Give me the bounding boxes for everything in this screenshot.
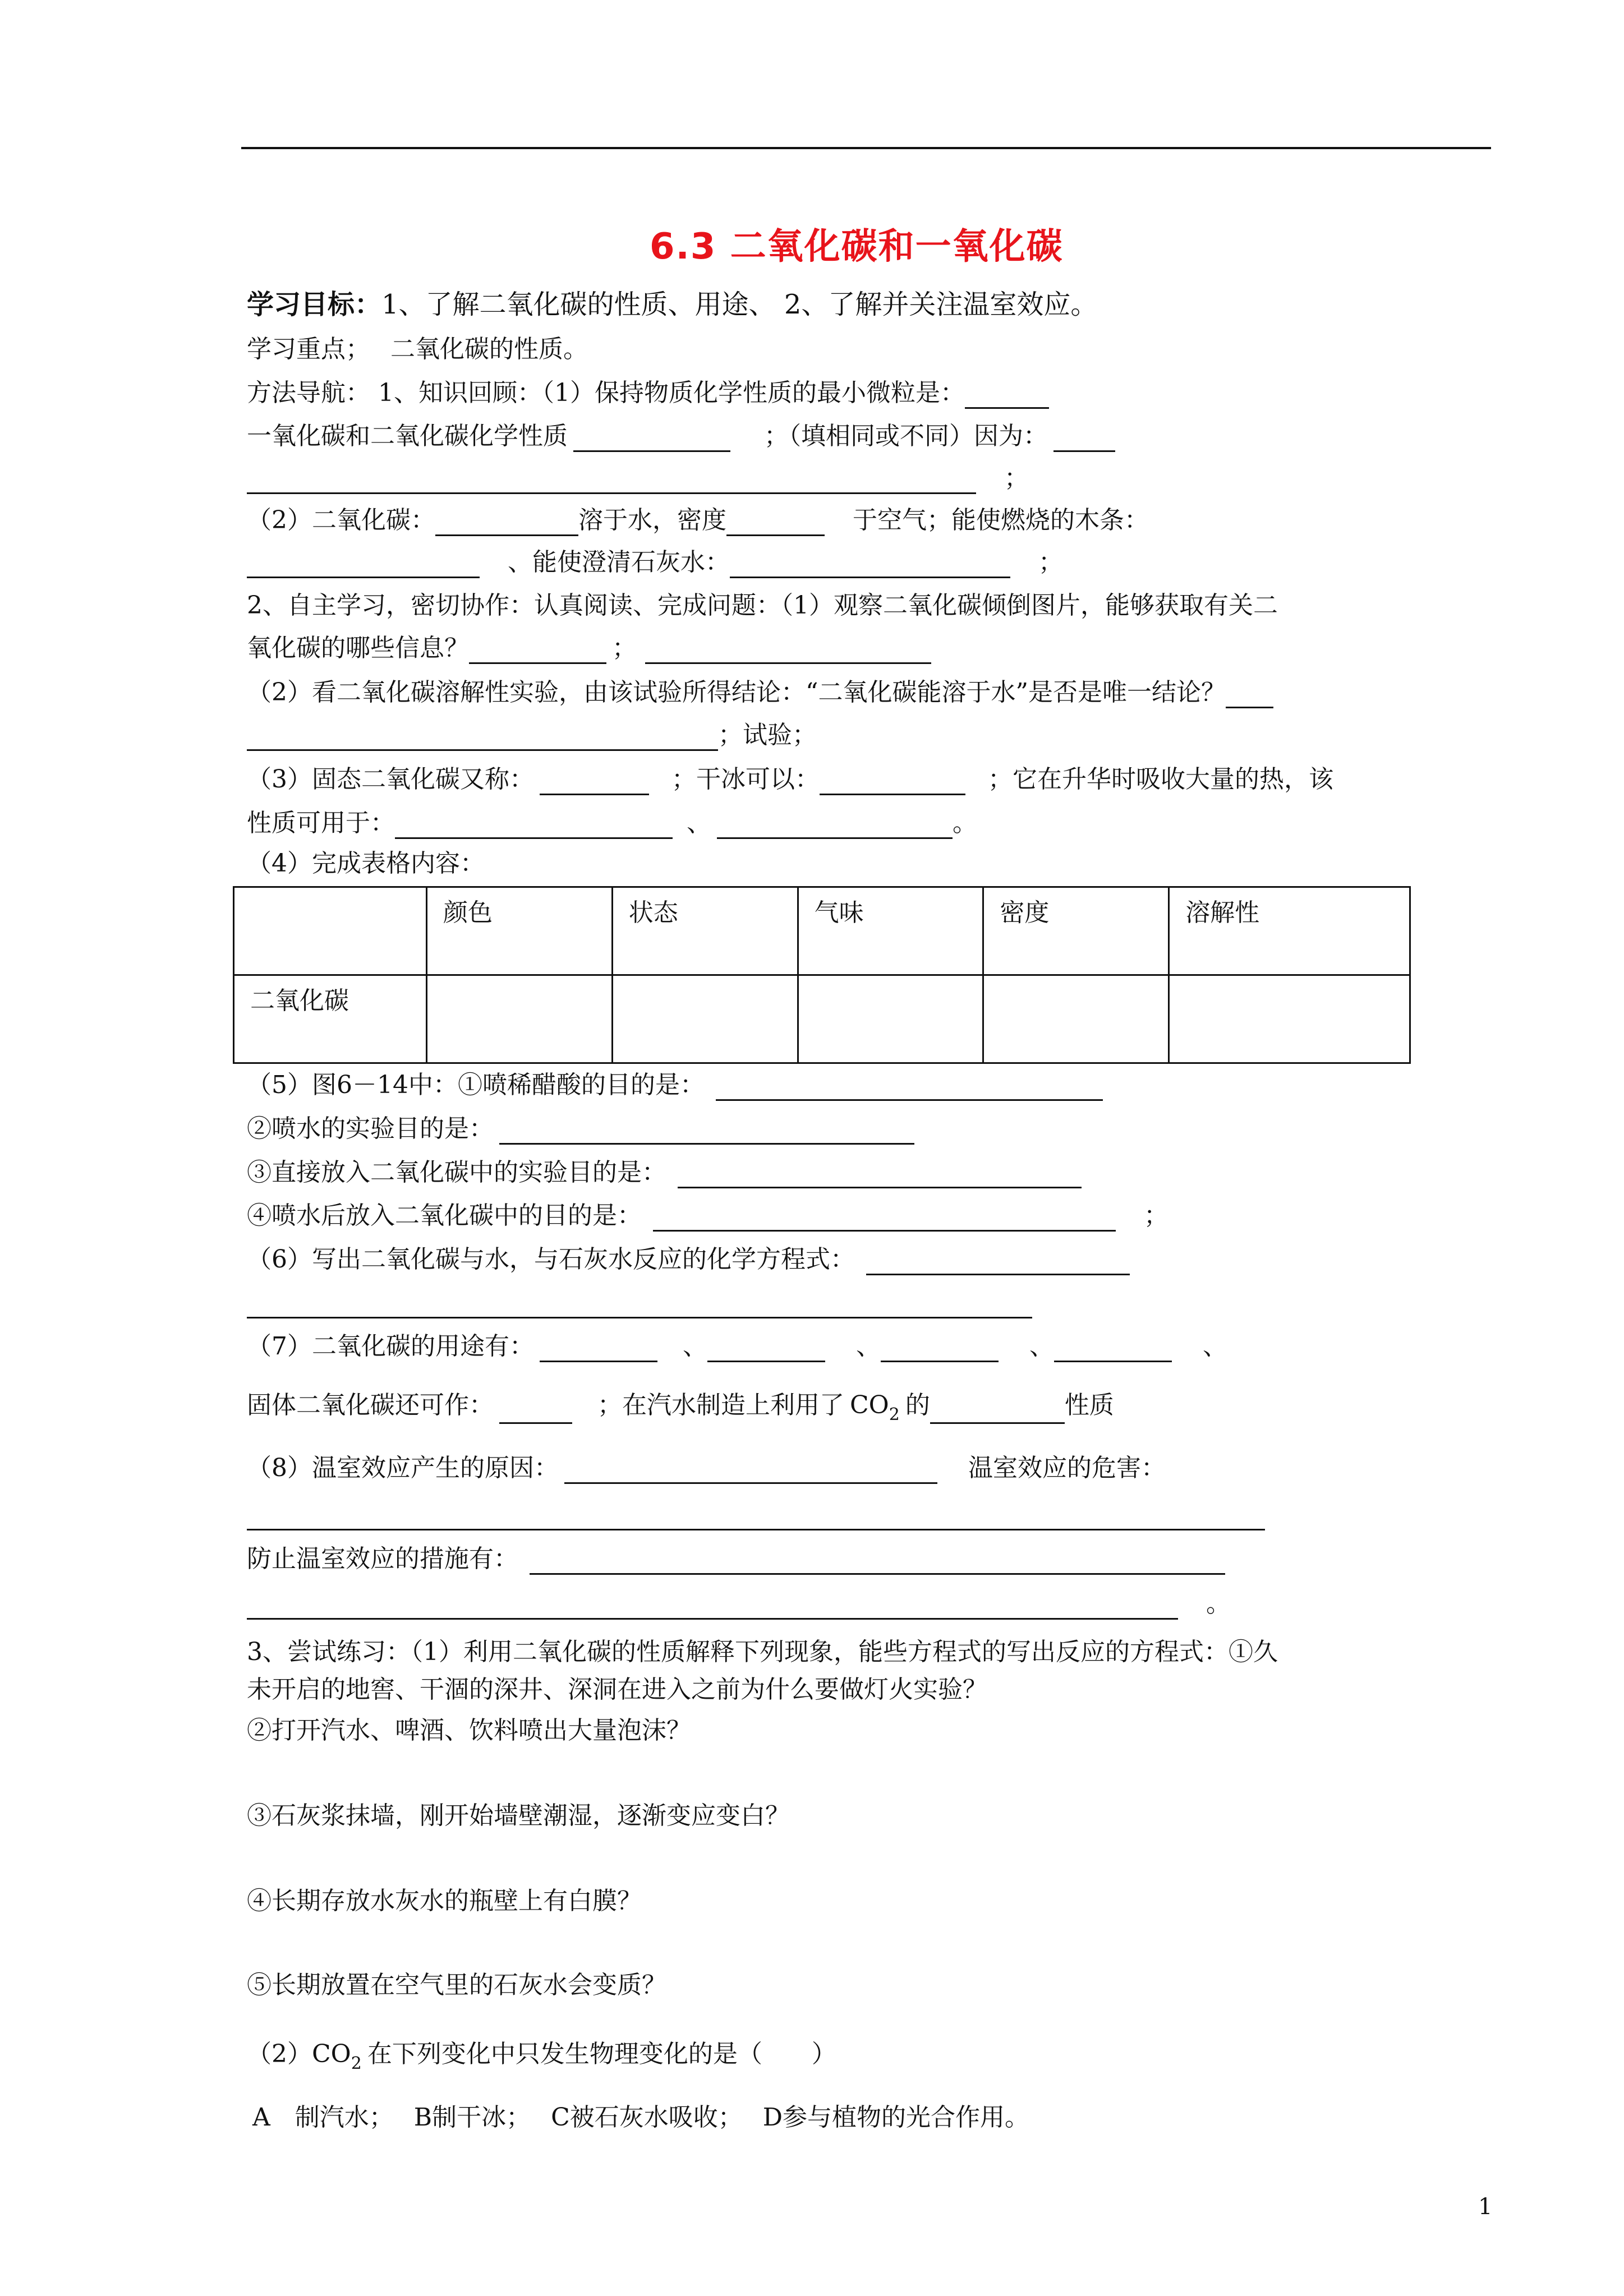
answer-blank[interactable]: [247, 467, 976, 494]
self-study-q4: （4）完成表格内容：: [247, 849, 485, 878]
page-number: 1: [1478, 2194, 1493, 2220]
question-7: （7）二氧化碳的用途有： 、 、 、 、: [247, 1331, 1227, 1362]
answer-blank[interactable]: [820, 768, 965, 795]
question-5-4: ④喷水后放入二氧化碳中的目的是： ；: [247, 1200, 1168, 1232]
question-8-measures-cont: 。: [247, 1588, 1231, 1620]
question-5-3: ③直接放入二氧化碳中的实验目的是：: [247, 1157, 1082, 1188]
question-7-cont: 固体二氧化碳还可作： ；在汽水制造上利用了 $CO_2$ 的 性质: [247, 1391, 1114, 1424]
answer-blank[interactable]: [499, 1117, 914, 1145]
answer-blank[interactable]: [930, 1396, 1065, 1424]
self-study-q2: （2）看二氧化碳溶解性实验，由该试验所得结论：“二氧化碳能溶于水”是否是唯一结论？: [247, 677, 1273, 708]
header-rule: [241, 147, 1491, 149]
practice-intro: 3、尝试练习：（1）利用二氧化碳的性质解释下列现象，能些方程式的写出反应的方程式：①久: [247, 1638, 1278, 1666]
question-5: （5）图6－14中：①喷稀醋酸的目的是：: [247, 1069, 1103, 1101]
answer-blank[interactable]: [965, 381, 1049, 409]
answer-blank[interactable]: [645, 637, 931, 664]
question-8-measures: 防止温室效应的措施有：: [247, 1543, 1225, 1575]
answer-blank[interactable]: [395, 812, 673, 839]
question-6: （6）写出二氧化碳与水，与石灰水反应的化学方程式：: [247, 1244, 1130, 1275]
answer-blank[interactable]: [247, 1503, 1265, 1530]
practice-q1-4: ④长期存放水灰水的瓶壁上有白膜？: [247, 1887, 642, 1915]
question-8-cont: [247, 1499, 1265, 1530]
answer-blank[interactable]: [469, 637, 606, 664]
co2-properties-table: [233, 886, 1411, 1064]
practice-q1-5: ⑤长期放置在空气里的石灰水会变质？: [247, 1971, 666, 1999]
table-header-density: 密度: [983, 887, 1169, 975]
answer-blank[interactable]: [540, 768, 649, 795]
answer-blank[interactable]: [499, 1396, 572, 1424]
table-row-label: 二氧化碳: [234, 975, 427, 1063]
goal-text: 1、了解二氧化碳的性质、用途、 2、了解并关注温室效应。: [381, 289, 1098, 320]
table-row: [234, 975, 1410, 1063]
answer-blank[interactable]: [247, 1592, 1178, 1620]
answer-blank[interactable]: [678, 1161, 1082, 1188]
practice-q1-1: 未开启的地窖、干涸的深井、深洞在进入之前为什么要做灯火实验？: [247, 1675, 987, 1704]
practice-q2-options: A 制汽水； B制干冰； C被石灰水吸收； D参与植物的光合作用。: [252, 2103, 1030, 2132]
page-title: 6.3 二氧化碳和一氧化碳: [650, 226, 1064, 268]
table-header-color: 颜色: [427, 887, 613, 975]
answer-blank[interactable]: [707, 1335, 825, 1362]
answer-blank[interactable]: [564, 1456, 937, 1484]
answer-blank[interactable]: [730, 551, 1010, 578]
answer-blank[interactable]: [653, 1204, 1116, 1232]
answer-blank[interactable]: [1053, 425, 1115, 452]
method-line-1: 方法导航： 1、知识回顾：（1）保持物质化学性质的最小微粒是：: [247, 377, 1049, 409]
question-5-2: ②喷水的实验目的是：: [247, 1113, 914, 1145]
answer-blank[interactable]: [881, 1335, 999, 1362]
table-header-state: 状态: [612, 887, 798, 975]
practice-q2: $(2)CO_2$ 在下列变化中只发生物理变化的是（ ）: [247, 2040, 836, 2073]
self-study-intro: 2、自主学习，密切协作：认真阅读、完成问题：（1）观察二氧化碳倾倒图片，能够获取有关二: [247, 591, 1278, 620]
practice-q1-3: ③石灰浆抹墙，刚开始墙壁潮湿，逐渐变应变白？: [247, 1801, 790, 1830]
practice-q1-2: ②打开汽水、啤酒、饮料喷出大量泡沫？: [247, 1716, 691, 1745]
answer-blank[interactable]: [866, 1248, 1130, 1275]
goal-label: 学习目标：: [247, 289, 382, 320]
question-2: （2）二氧化碳： 溶于水，密度 于空气；能使燃烧的木条：: [247, 505, 1149, 536]
question-2-cont: 、能使澄清石灰水： ；: [247, 547, 1063, 578]
table-header-odor: 气味: [798, 887, 983, 975]
answer-blank[interactable]: [573, 425, 730, 452]
learning-goals: [247, 289, 1097, 320]
self-study-q3: （3）固态二氧化碳又称： ；干冰可以： ；它在升华时吸收大量的热，该: [247, 764, 1333, 795]
answer-blank[interactable]: [540, 1335, 657, 1362]
self-study-q1: 氧化碳的哪些信息？ ；: [247, 633, 931, 664]
question-8: （8）温室效应产生的原因： 温室效应的危害：: [247, 1453, 1166, 1484]
answer-blank[interactable]: [1054, 1335, 1172, 1362]
answer-blank[interactable]: [247, 551, 480, 578]
table-header-row: [234, 887, 1410, 975]
answer-blank[interactable]: [716, 1073, 1103, 1101]
table-cell[interactable]: [798, 975, 983, 1063]
answer-blank[interactable]: [435, 509, 578, 536]
table-header-solubility: 溶解性: [1169, 887, 1410, 975]
self-study-q3-cont: 性质可用于： 、 。: [247, 808, 977, 839]
answer-blank[interactable]: [247, 723, 718, 751]
self-study-q2-cont: ；试验；: [247, 720, 817, 751]
question-6-cont: [247, 1287, 1032, 1318]
table-cell: [234, 887, 427, 975]
answer-blank[interactable]: [247, 1291, 1032, 1318]
method-line-2: 一氧化碳和二氧化碳化学性质 ；（填相同或不同）因为：: [247, 421, 1115, 452]
table-cell[interactable]: [983, 975, 1169, 1063]
table-cell[interactable]: [427, 975, 613, 1063]
table-cell[interactable]: [612, 975, 798, 1063]
answer-blank[interactable]: [1226, 681, 1273, 708]
table-cell[interactable]: [1169, 975, 1410, 1063]
method-line-3: ；: [247, 463, 1029, 494]
key-point: 学习重点； 二氧化碳的性质。: [247, 335, 588, 363]
answer-blank[interactable]: [530, 1547, 1225, 1575]
answer-blank[interactable]: [726, 509, 825, 536]
answer-blank[interactable]: [717, 812, 953, 839]
